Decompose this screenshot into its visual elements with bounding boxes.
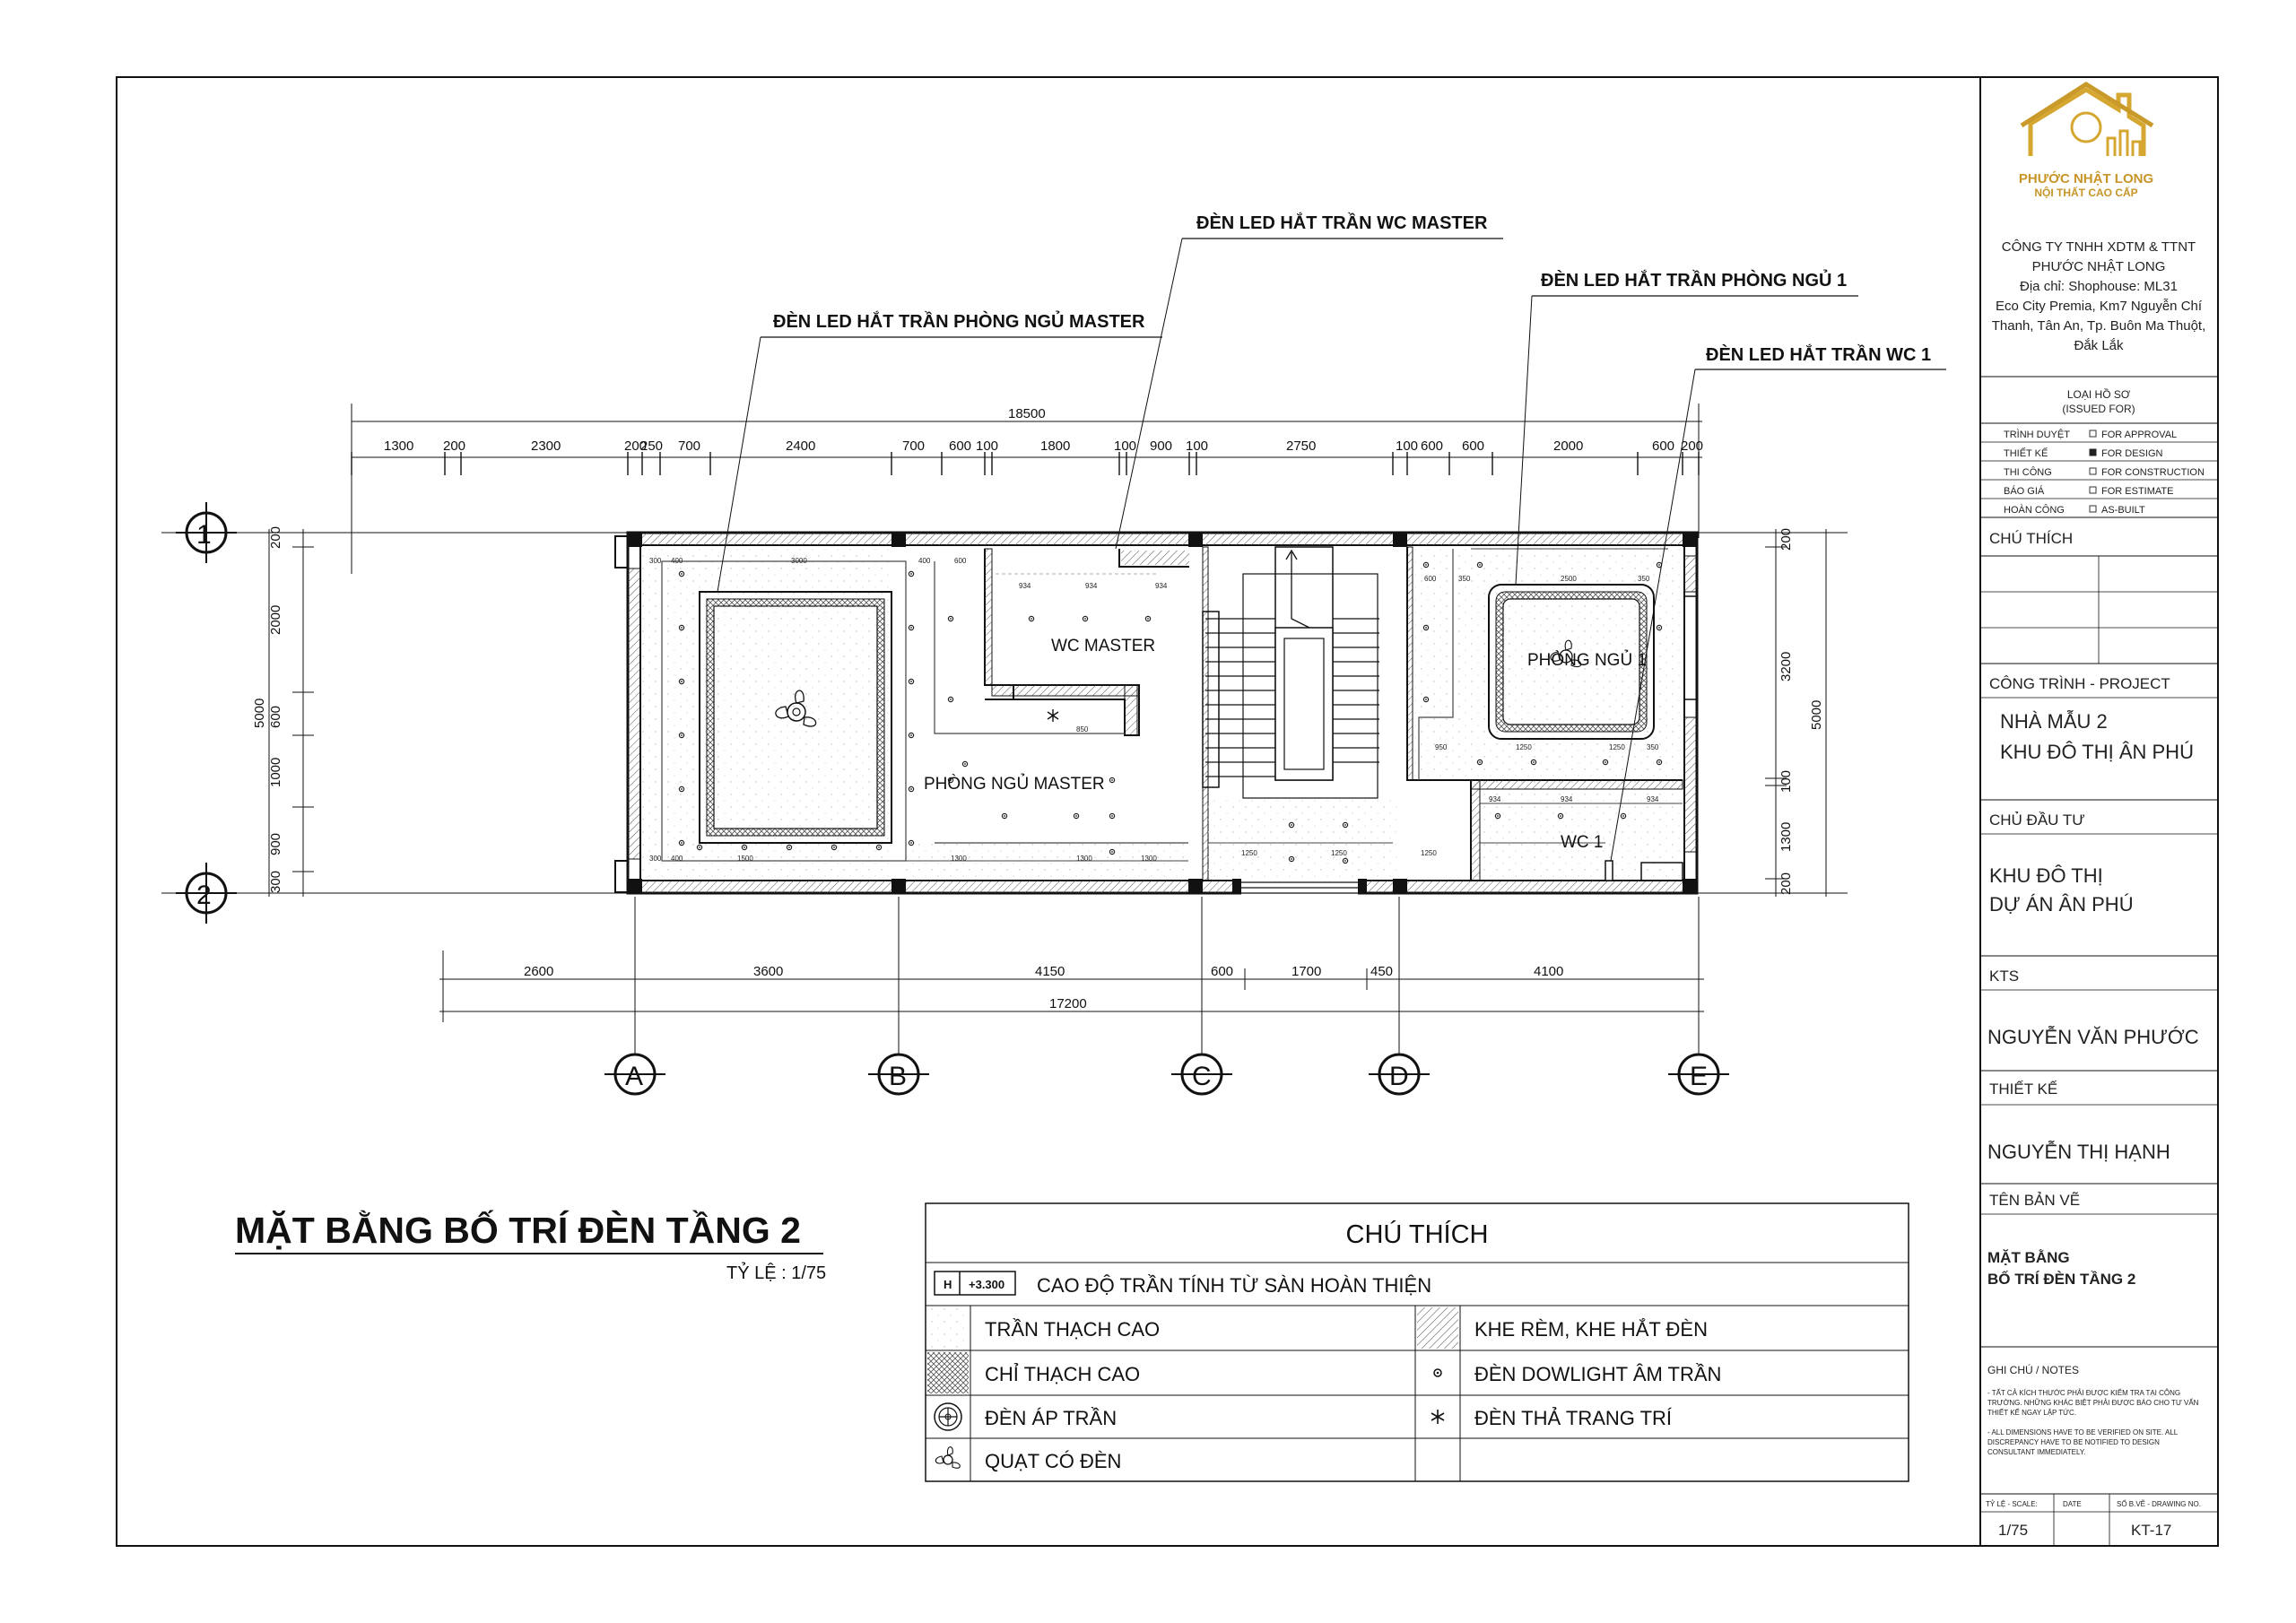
svg-text:FOR APPROVAL: FOR APPROVAL <box>2101 430 2178 440</box>
svg-text:200: 200 <box>443 438 466 454</box>
svg-text:DATE: DATE <box>2063 1500 2082 1508</box>
room-label-wc-master: WC MASTER <box>1051 637 1156 655</box>
svg-text:1250: 1250 <box>1421 849 1437 857</box>
svg-text:934: 934 <box>1155 582 1168 590</box>
svg-text:KTS: KTS <box>1989 968 2020 985</box>
svg-text:934: 934 <box>1085 582 1098 590</box>
svg-text:TRÌNH DUYỆT: TRÌNH DUYỆT <box>2004 430 2070 440</box>
svg-text:GHI CHÚ / NOTES: GHI CHÚ / NOTES <box>1987 1364 2080 1376</box>
svg-text:BỐ TRÍ ĐÈN TẦNG 2: BỐ TRÍ ĐÈN TẦNG 2 <box>1987 1271 2136 1288</box>
svg-text:NỘI THẤT CAO CẤP: NỘI THẤT CAO CẤP <box>2034 187 2138 199</box>
svg-text:- TẤT CẢ KÍCH THƯỚC PHẢI ĐƯỢC: - TẤT CẢ KÍCH THƯỚC PHẢI ĐƯỢC KIỂM TRA TẠI CÔNG <box>1987 1389 2181 1397</box>
hatch-icon <box>1417 1307 1458 1349</box>
svg-text:1250: 1250 <box>1516 743 1532 751</box>
svg-text:KT-17: KT-17 <box>2131 1522 2172 1539</box>
svg-text:350: 350 <box>1458 575 1471 583</box>
svg-text:Eco City Premia, Km7 Nguyễn Ch: Eco City Premia, Km7 Nguyễn Chí <box>1995 299 2203 314</box>
svg-text:MẶT BẰNG: MẶT BẰNG <box>1987 1249 2070 1266</box>
svg-text:DISCREPANCY HAVE TO BE NOTIFIE: DISCREPANCY HAVE TO BE NOTIFIED TO DESIGN <box>1987 1438 2160 1446</box>
svg-text:1700: 1700 <box>1292 964 1322 979</box>
svg-text:1300: 1300 <box>384 438 414 454</box>
svg-text:NGUYỄN THỊ HẠNH: NGUYỄN THỊ HẠNH <box>1987 1141 2170 1163</box>
svg-text:600: 600 <box>1652 438 1675 454</box>
svg-text:5000: 5000 <box>1809 699 1824 730</box>
legend-item-plain-ceiling: TRẦN THẠCH CAO <box>985 1318 1161 1341</box>
svg-text:350: 350 <box>1647 743 1659 751</box>
company-logo <box>2019 84 2153 199</box>
axis-col-D: D <box>1389 1062 1409 1091</box>
pendant-light <box>1048 709 1058 722</box>
legend-item-hatch: KHE RÈM, KHE HẮT ĐÈN <box>1474 1318 1708 1341</box>
svg-text:NHÀ MẪU 2: NHÀ MẪU 2 <box>2000 710 2108 733</box>
svg-text:CHỦ ĐẦU TƯ: CHỦ ĐẦU TƯ <box>1989 812 2085 829</box>
svg-text:2750: 2750 <box>1286 438 1317 454</box>
svg-text:2400: 2400 <box>786 438 816 454</box>
svg-text:TÊN BẢN VẼ: TÊN BẢN VẼ <box>1989 1192 2081 1209</box>
svg-text:2000: 2000 <box>268 604 283 635</box>
svg-text:200: 200 <box>1681 438 1704 454</box>
svg-text:3000: 3000 <box>791 557 807 565</box>
svg-text:KHU ĐÔ THỊ: KHU ĐÔ THỊ <box>1989 864 2103 887</box>
svg-text:(ISSUED FOR): (ISSUED FOR) <box>2062 403 2135 415</box>
svg-text:THIẾT KẾ: THIẾT KẾ <box>1989 1081 2058 1098</box>
legend-item-downlight: ĐÈN DOWLIGHT ÂM TRẦN <box>1474 1363 1722 1385</box>
room-label-wc-1: WC 1 <box>1561 833 1604 852</box>
svg-text:AS-BUILT: AS-BUILT <box>2101 505 2145 516</box>
svg-text:CONSULTANT IMMEDIATELY.: CONSULTANT IMMEDIATELY. <box>1987 1448 2086 1456</box>
svg-text:1500: 1500 <box>737 855 753 863</box>
bottom-dimensions <box>439 897 1704 1076</box>
right-dimensions <box>1700 529 1848 897</box>
svg-text:THIẾT KẾ NGAY LẬP TỨC.: THIẾT KẾ NGAY LẬP TỨC. <box>1987 1409 2077 1417</box>
legend-item-pendant: ĐÈN THẢ TRANG TRÍ <box>1474 1407 1673 1429</box>
svg-text:934: 934 <box>1019 582 1031 590</box>
legend <box>926 1203 1909 1481</box>
svg-text:600: 600 <box>949 438 972 454</box>
svg-text:Đắk Lắk: Đắk Lắk <box>2074 338 2124 353</box>
svg-text:250: 250 <box>640 438 664 454</box>
svg-text:BÁO GIÁ: BÁO GIÁ <box>2004 486 2045 497</box>
svg-text:934: 934 <box>1647 795 1659 803</box>
svg-text:DỰ ÁN ÂN PHÚ: DỰ ÁN ÂN PHÚ <box>1989 893 2134 916</box>
top-chain-ticks <box>352 452 1699 475</box>
svg-text:1300: 1300 <box>1141 855 1157 863</box>
callout-bedroom-1: ĐÈN LED HẮT TRẦN PHÒNG NGỦ 1 <box>1541 271 1848 291</box>
drawing-title: MẶT BẰNG BỐ TRÍ ĐÈN TẦNG 2 <box>235 1210 801 1251</box>
axis-col-E: E <box>1690 1062 1709 1091</box>
svg-text:THIẾT KẾ: THIẾT KẾ <box>2004 448 2048 459</box>
svg-text:FOR CONSTRUCTION: FOR CONSTRUCTION <box>2101 467 2205 478</box>
svg-text:1800: 1800 <box>1040 438 1071 454</box>
svg-text:100: 100 <box>976 438 999 454</box>
callout-wc-1: ĐÈN LED HẮT TRẦN WC 1 <box>1706 345 1932 365</box>
company-info <box>1992 239 2206 353</box>
svg-text:1300: 1300 <box>951 855 967 863</box>
svg-text:200: 200 <box>1779 872 1794 895</box>
svg-text:450: 450 <box>1370 964 1394 979</box>
floor-plan <box>615 533 1697 895</box>
svg-text:400: 400 <box>918 557 931 565</box>
svg-text:5000: 5000 <box>252 698 267 728</box>
svg-text:CÔNG TRÌNH - PROJECT: CÔNG TRÌNH - PROJECT <box>1989 675 2170 692</box>
svg-text:Địa chỉ: Shophouse: ML31: Địa chỉ: Shophouse: ML31 <box>2020 279 2178 294</box>
svg-text:900: 900 <box>268 832 283 855</box>
svg-text:600: 600 <box>1462 438 1485 454</box>
svg-text:KHU ĐÔ THỊ ÂN PHÚ: KHU ĐÔ THỊ ÂN PHÚ <box>2000 741 2194 763</box>
svg-text:600: 600 <box>1211 964 1234 979</box>
pendant-icon <box>1431 1410 1444 1424</box>
dim-bottom-total: 17200 <box>1049 996 1087 1011</box>
svg-text:FOR DESIGN: FOR DESIGN <box>2101 448 2163 459</box>
legend-title: CHÚ THÍCH <box>1345 1220 1489 1249</box>
room-label-master-bedroom: PHÒNG NGỦ MASTER <box>924 775 1105 794</box>
svg-text:CÔNG TY TNHH XDTM & TTNT: CÔNG TY TNHH XDTM & TTNT <box>2001 239 2196 255</box>
svg-text:- ALL DIMENSIONS HAVE TO BE VE: - ALL DIMENSIONS HAVE TO BE VERIFIED ON SITE. ALL <box>1987 1428 2179 1436</box>
svg-text:LOẠI HỒ SƠ: LOẠI HỒ SƠ <box>2066 388 2131 401</box>
svg-text:NGUYỄN VĂN PHƯỚC: NGUYỄN VĂN PHƯỚC <box>1987 1026 2199 1048</box>
svg-text:934: 934 <box>1489 795 1501 803</box>
svg-text:PHƯỚC NHẬT LONG: PHƯỚC NHẬT LONG <box>2018 171 2154 187</box>
svg-text:4100: 4100 <box>1534 964 1564 979</box>
svg-text:900: 900 <box>1150 438 1173 454</box>
svg-text:100: 100 <box>1396 438 1419 454</box>
svg-text:934: 934 <box>1561 795 1573 803</box>
svg-text:700: 700 <box>902 438 926 454</box>
svg-text:1300: 1300 <box>1779 821 1794 852</box>
svg-text:Thanh, Tân An, Tp. Buôn Ma Thu: Thanh, Tân An, Tp. Buôn Ma Thuột, <box>1991 318 2206 334</box>
svg-text:TỶ LỆ - SCALE:: TỶ LỆ - SCALE: <box>1986 1500 2038 1508</box>
legend-item-ceiling-lamp: ĐÈN ÁP TRẦN <box>985 1407 1118 1429</box>
axis-row-1: 1 <box>196 520 212 550</box>
svg-text:300: 300 <box>649 557 662 565</box>
svg-text:100: 100 <box>1186 438 1209 454</box>
svg-text:3600: 3600 <box>753 964 784 979</box>
top-chain-labels <box>384 438 1703 454</box>
left-chain-labels <box>252 526 283 893</box>
drawing-scale: TỶ LỆ : 1/75 <box>726 1263 827 1283</box>
bottom-chain-labels <box>524 964 1563 1011</box>
svg-text:100: 100 <box>1114 438 1137 454</box>
svg-text:FOR ESTIMATE: FOR ESTIMATE <box>2101 486 2174 497</box>
svg-text:4150: 4150 <box>1035 964 1065 979</box>
svg-text:950: 950 <box>1435 743 1448 751</box>
svg-text:3200: 3200 <box>1779 651 1794 681</box>
svg-text:2300: 2300 <box>531 438 561 454</box>
legend-item-crosshatch: CHỈ THẠCH CAO <box>985 1363 1141 1385</box>
svg-text:1300: 1300 <box>1076 855 1092 863</box>
svg-text:1000: 1000 <box>268 757 283 787</box>
svg-text:1/75: 1/75 <box>1998 1522 2029 1539</box>
svg-text:300: 300 <box>268 870 283 893</box>
callout-wc-master: ĐÈN LED HẮT TRẦN WC MASTER <box>1196 213 1488 233</box>
svg-text:100: 100 <box>1779 769 1794 793</box>
legend-level-value: +3.300 <box>969 1278 1005 1291</box>
legend-level-desc: CAO ĐỘ TRẦN TÍNH TỪ SÀN HOÀN THIỆN <box>1037 1274 1432 1297</box>
svg-text:300: 300 <box>649 855 662 863</box>
axis-col-B: B <box>889 1062 908 1091</box>
svg-text:600: 600 <box>268 705 283 728</box>
axis-col-C: C <box>1192 1062 1212 1091</box>
svg-text:TRƯỜNG. NHỮNG KHÁC BIỆT PHẢI Đ: TRƯỜNG. NHỮNG KHÁC BIỆT PHẢI ĐƯỢC BÁO CHO TƯ VẤN <box>1987 1399 2199 1407</box>
fan-icon <box>935 1447 960 1469</box>
svg-text:200: 200 <box>268 525 283 549</box>
svg-text:400: 400 <box>671 855 683 863</box>
svg-text:1250: 1250 <box>1331 849 1347 857</box>
svg-text:SỐ B.VẼ - DRAWING NO.: SỐ B.VẼ - DRAWING NO. <box>2117 1500 2201 1508</box>
svg-text:HOÀN CÔNG: HOÀN CÔNG <box>2004 505 2065 516</box>
svg-text:1250: 1250 <box>1609 743 1625 751</box>
svg-text:600: 600 <box>1421 438 1444 454</box>
svg-text:700: 700 <box>678 438 701 454</box>
svg-text:350: 350 <box>1638 575 1650 583</box>
issued-for-table <box>1980 429 2218 517</box>
svg-text:2500: 2500 <box>1561 575 1577 583</box>
axis-row-2: 2 <box>196 881 212 910</box>
legend-level-tag: H <box>944 1278 952 1291</box>
axis-col-A: A <box>625 1062 644 1091</box>
right-chain-labels <box>1779 528 1824 895</box>
svg-text:2000: 2000 <box>1553 438 1584 454</box>
svg-text:200: 200 <box>624 438 648 454</box>
title-block <box>1980 84 2218 1546</box>
svg-text:THI CÔNG: THI CÔNG <box>2004 467 2052 478</box>
svg-text:400: 400 <box>671 557 683 565</box>
room-label-bedroom-1: PHÒNG NGỦ 1 <box>1527 651 1648 670</box>
svg-text:CHÚ THÍCH: CHÚ THÍCH <box>1989 530 2074 547</box>
svg-text:2600: 2600 <box>524 964 554 979</box>
sheet-border <box>117 77 2218 1546</box>
svg-text:600: 600 <box>954 557 967 565</box>
svg-text:200: 200 <box>1779 527 1794 551</box>
svg-text:600: 600 <box>1424 575 1437 583</box>
dim-top-total: 18500 <box>1008 406 1046 421</box>
left-dimensions <box>161 529 316 897</box>
callout-master-bedroom: ĐÈN LED HẮT TRẦN PHÒNG NGỦ MASTER <box>773 312 1145 332</box>
downlight-icon <box>1434 1369 1441 1376</box>
legend-item-fan: QUẠT CÓ ĐÈN <box>985 1450 1122 1472</box>
svg-text:850: 850 <box>1076 725 1089 733</box>
svg-text:PHƯỚC NHẬT LONG: PHƯỚC NHẬT LONG <box>2031 259 2166 274</box>
ceiling-lamp-icon <box>935 1403 961 1430</box>
svg-text:1250: 1250 <box>1241 849 1257 857</box>
crosshatch-icon <box>927 1352 969 1393</box>
